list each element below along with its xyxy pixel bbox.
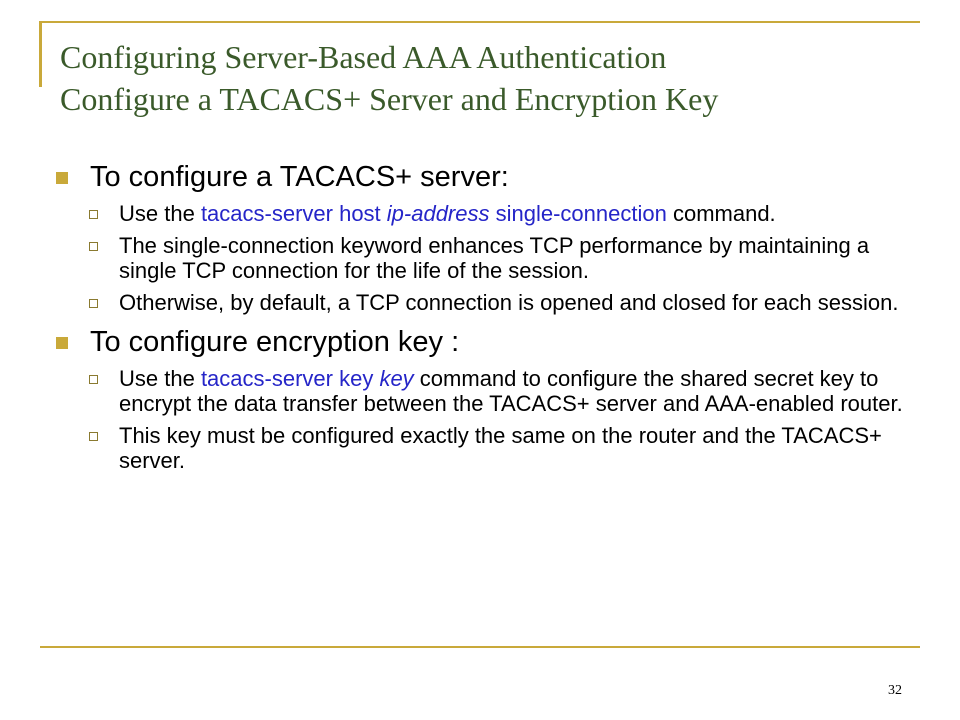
sub-bullet-text: Use the [119,366,201,391]
slide-body [56,160,926,480]
command-text: tacacs-server key [200,366,380,391]
hollow-square-bullet-icon [89,375,98,384]
sub-bullet-text: Otherwise, by default, a TCP connection is opened and closed for each session. [119,290,899,315]
square-bullet-icon [56,172,68,184]
sub-bullet-default [56,290,926,315]
sub-bullet-text: command to configure the shared secret key to encrypt the data transfer between the TACACS+ server and AAA-enabled router. [119,366,903,416]
sub-bullet-text: Use the [119,201,201,226]
slide-title [60,36,920,120]
command-argument: ip-address [386,201,490,226]
sub-bullet-key-match [56,423,926,473]
hollow-square-bullet-icon [89,299,98,308]
bullet-key-config [56,325,926,359]
frame-top-rule [40,21,920,23]
hollow-square-bullet-icon [89,210,98,219]
frame-left-rule [39,21,42,87]
frame-bottom-rule [40,646,920,648]
bullet-heading: To configure a TACACS+ server: [90,161,509,193]
sub-bullet-key-command [56,366,926,416]
sub-bullet-text: command. [666,201,776,226]
hollow-square-bullet-icon [89,432,98,441]
sub-bullet-text: This key must be configured exactly the same on the router and the TACACS+ server. [119,423,882,473]
command-keyword: single-connection [489,201,667,226]
bullet-heading: To configure encryption key : [90,326,460,358]
command-argument: key [379,366,414,391]
hollow-square-bullet-icon [89,242,98,251]
sub-bullet-command [56,201,926,226]
sub-bullet-text: The single-connection keyword enhances TCP performance by maintaining a single TCP connection for the life of the session. [119,233,870,283]
title-line-1: Configuring Server-Based AAA Authentication [60,39,667,75]
sub-bullet-keyword [56,233,926,283]
square-bullet-icon [56,337,68,349]
title-line-2: Configure a TACACS+ Server and Encryption Key [60,81,719,117]
page-number: 32 [888,683,902,698]
bullet-server-config [56,160,926,194]
command-text: tacacs-server host [200,201,387,226]
